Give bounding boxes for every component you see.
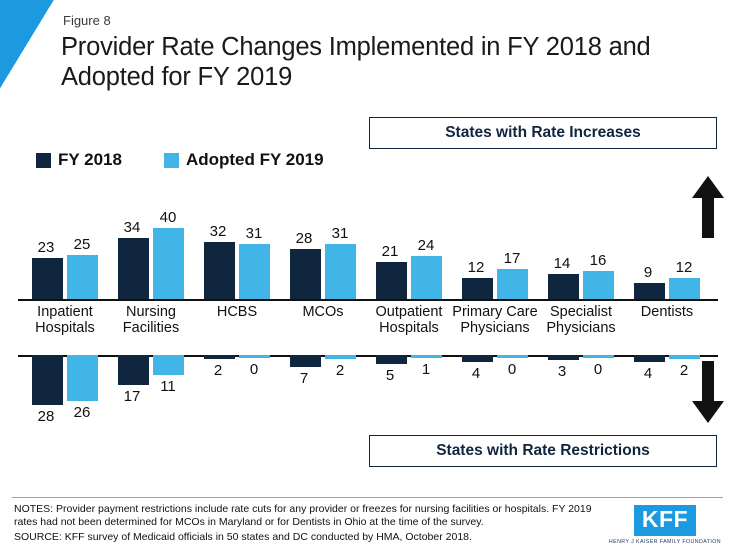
kff-logo (609, 505, 721, 546)
bar-value-up: 32 (209, 223, 227, 241)
bar-down-fy2018 (548, 355, 579, 360)
legend-label-fy2019: Adopted FY 2019 (185, 150, 324, 169)
bar-down-fy2019 (411, 355, 442, 358)
bar-down-fy2018 (204, 355, 235, 359)
bar-value-down: 7 (299, 370, 309, 388)
axis-line-upper (18, 299, 718, 301)
category-label: Outpatient Hospitals (375, 304, 443, 336)
bar-down-fy2019 (325, 355, 356, 359)
footer-notes (14, 503, 614, 544)
bar-up-fy2018 (548, 274, 579, 299)
category-label: Inpatient Hospitals (35, 304, 95, 336)
bar-value-up: 12 (467, 258, 485, 276)
bar-down-fy2018 (376, 355, 407, 364)
bar-up-fy2018 (32, 258, 63, 299)
bar-group-up (108, 180, 194, 299)
bar-down-fy2018 (462, 355, 493, 362)
bar-down-fy2019 (67, 355, 98, 401)
bar-value-up: 31 (331, 224, 349, 242)
bar-up-fy2018 (290, 249, 321, 299)
bar-down-fy2018 (32, 355, 63, 405)
bar-down-fy2019 (153, 355, 184, 375)
bar-up-fy2019 (153, 228, 184, 299)
bar-down-fy2018 (634, 355, 665, 362)
bar-value-up: 24 (417, 237, 435, 255)
bar-up-fy2018 (634, 283, 665, 299)
bar-value-down: 1 (421, 361, 431, 378)
page-title: Provider Rate Changes Implemented in FY 2018 and Adopted for FY 2019 (61, 33, 651, 91)
kff-logo-mark: KFF (634, 505, 696, 536)
bar-value-up: 40 (159, 208, 177, 226)
bar-value-down: 0 (249, 361, 259, 378)
bar-down-fy2019 (669, 355, 700, 359)
bar-value-down: 28 (37, 407, 55, 425)
bar-up-fy2019 (239, 244, 270, 299)
bar-value-up: 9 (643, 263, 653, 281)
bar-value-down: 0 (593, 361, 603, 378)
bar-group-up (538, 180, 624, 299)
bar-up-fy2018 (204, 242, 235, 299)
category-label: Specialist Physicians (546, 304, 616, 336)
bar-down-fy2018 (118, 355, 149, 385)
category-label: MCOs (302, 304, 344, 320)
bar-value-down: 0 (507, 361, 517, 378)
bar-down-fy2019 (239, 355, 270, 358)
category-label: Primary Care Physicians (452, 304, 538, 336)
bar-up-fy2019 (669, 278, 700, 299)
bar-value-down: 11 (160, 377, 176, 395)
bar-down-fy2019 (583, 355, 614, 358)
bar-value-down: 5 (385, 366, 395, 384)
bar-value-up: 31 (245, 224, 263, 242)
bar-value-up: 16 (589, 251, 607, 269)
bar-up-fy2019 (411, 256, 442, 299)
category-label: Dentists (640, 304, 694, 320)
bar-down-fy2019 (497, 355, 528, 358)
bar-up-fy2018 (118, 238, 149, 299)
bar-up-fy2019 (583, 271, 614, 299)
bar-up-fy2018 (376, 262, 407, 299)
notes-text: NOTES: Provider payment restrictions include rate cuts for any provider or freezes for nursing facilities or hospitals. FY 2019 rates had not been determined for MCOs in Maryland or for Dentists in Ohio at the time of the survey. (14, 503, 592, 528)
footer-divider (12, 497, 723, 498)
bar-value-up: 28 (295, 230, 313, 248)
bar-value-down: 3 (557, 363, 567, 381)
bar-value-down: 2 (335, 361, 345, 379)
bar-up-fy2019 (497, 269, 528, 299)
bar-value-up: 12 (675, 258, 693, 276)
category-label: Nursing Facilities (122, 304, 180, 336)
callout-rate-restrictions: States with Rate Restrictions (369, 435, 717, 467)
bar-value-up: 17 (503, 249, 521, 267)
legend-label-fy2018: FY 2018 (58, 150, 122, 169)
bar-value-up: 34 (123, 219, 141, 237)
source-text: SOURCE: KFF survey of Medicaid officials in 50 states and DC conducted by HMA, October 2018. (14, 531, 472, 543)
bar-value-up: 23 (37, 239, 55, 257)
bar-up-fy2019 (67, 255, 98, 300)
bar-value-down: 4 (471, 365, 481, 383)
figure-label: Figure 8 (63, 13, 111, 28)
bar-up-fy2019 (325, 244, 356, 299)
category-label: HCBS (216, 304, 258, 320)
bar-value-down: 2 (679, 361, 689, 379)
bar-value-down: 2 (213, 361, 223, 379)
kff-logo-subtitle: HENRY J KAISER FAMILY FOUNDATION (608, 539, 721, 545)
bar-value-down: 4 (643, 365, 653, 383)
bar-value-down: 17 (123, 388, 141, 406)
bar-up-fy2018 (462, 278, 493, 299)
bar-value-up: 25 (73, 235, 91, 253)
bar-value-up: 14 (553, 255, 571, 273)
callout-rate-increases: States with Rate Increases (369, 117, 717, 149)
bar-value-down: 26 (73, 404, 91, 422)
bar-group-up (452, 180, 538, 299)
bar-down-fy2018 (290, 355, 321, 367)
bar-group-up (624, 180, 710, 299)
bar-value-up: 21 (381, 242, 399, 260)
